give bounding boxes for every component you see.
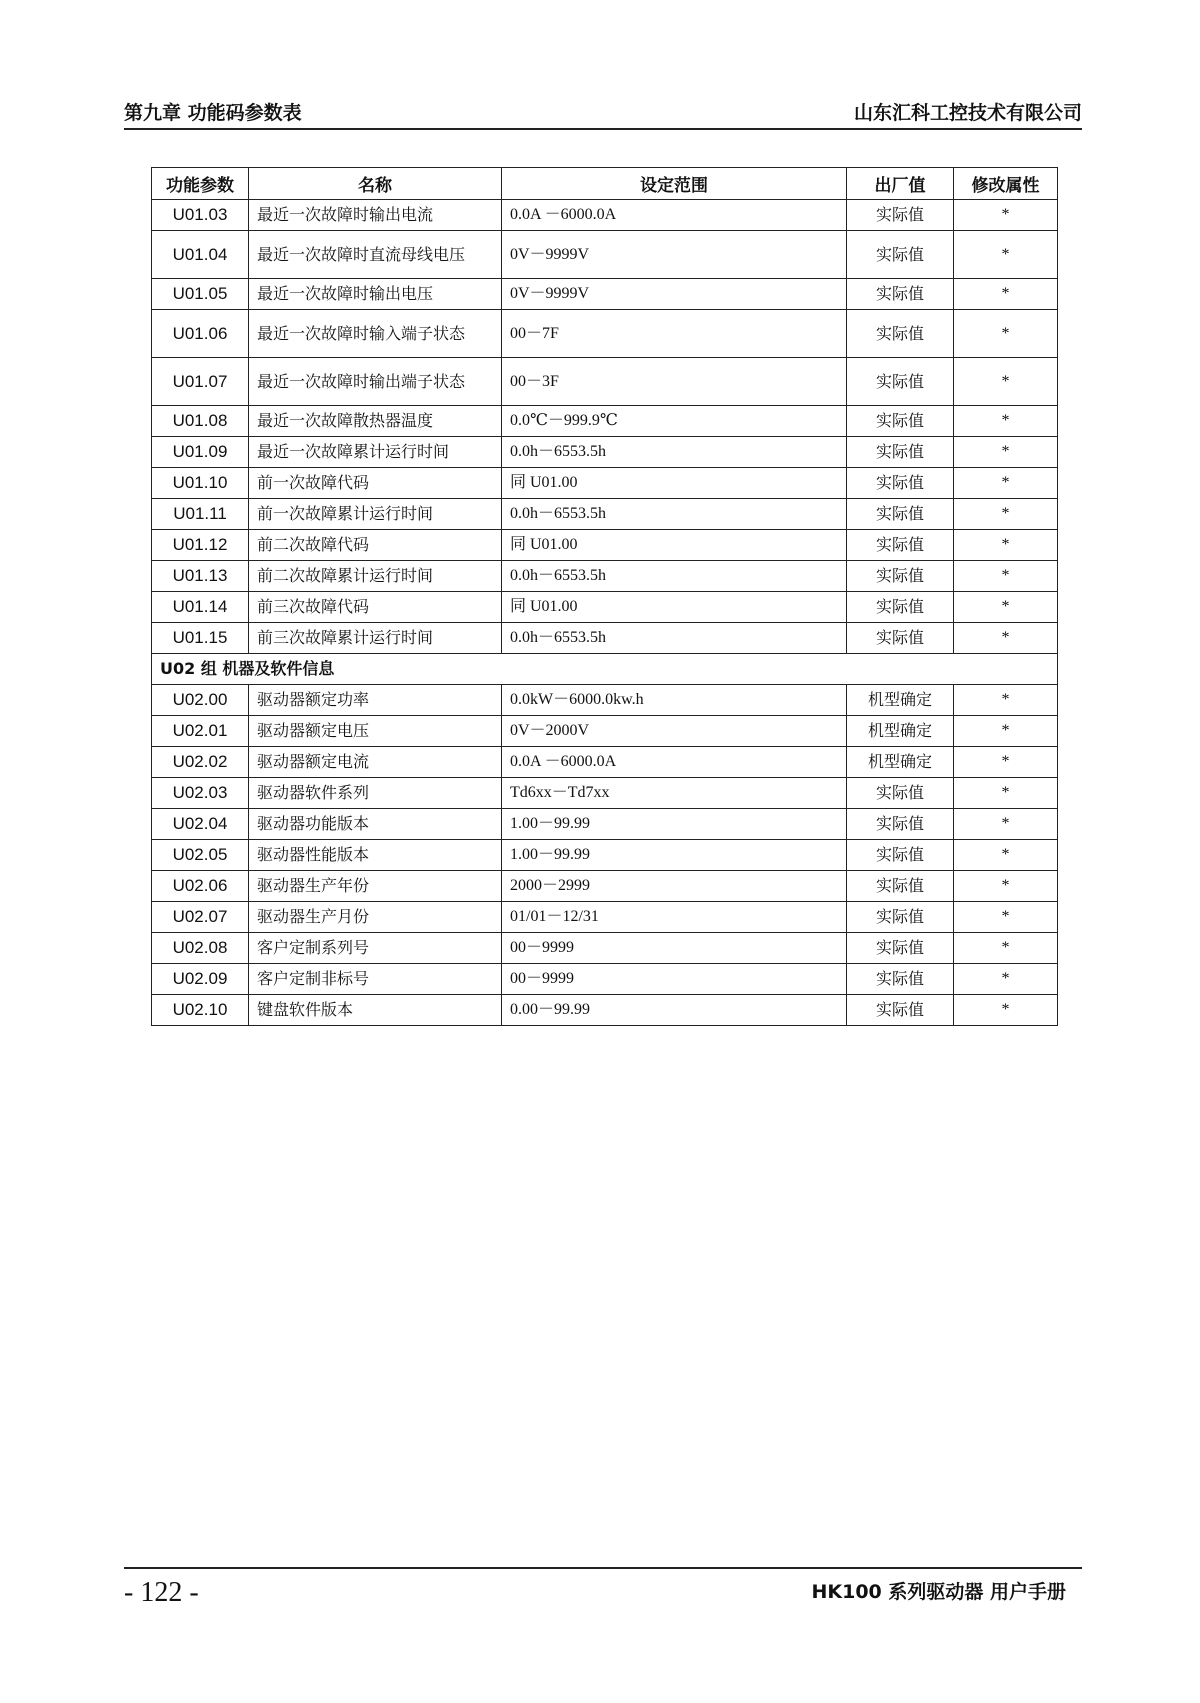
table-row <box>152 499 1058 530</box>
param-attr: * <box>954 840 1058 871</box>
param-default: 实际值 <box>847 231 954 279</box>
param-default: 实际值 <box>847 499 954 530</box>
param-range: 0.0h－6553.5h <box>502 499 847 530</box>
table-row <box>152 685 1058 716</box>
param-range: 0V－9999V <box>502 231 847 279</box>
table-header-row <box>152 168 1058 200</box>
table-row <box>152 840 1058 871</box>
param-name: 前三次故障累计运行时间 <box>249 623 502 654</box>
table-row <box>152 231 1058 279</box>
param-default: 实际值 <box>847 200 954 231</box>
param-attr: * <box>954 437 1058 468</box>
param-attr: * <box>954 358 1058 406</box>
param-attr: * <box>954 592 1058 623</box>
param-range: 01/01－12/31 <box>502 902 847 933</box>
param-name: 驱动器生产年份 <box>249 871 502 902</box>
param-default: 实际值 <box>847 310 954 358</box>
table-row <box>152 437 1058 468</box>
param-name: 键盘软件版本 <box>249 995 502 1026</box>
param-range: 00－9999 <box>502 964 847 995</box>
param-range: 0V－9999V <box>502 279 847 310</box>
param-default: 实际值 <box>847 840 954 871</box>
param-name: 最近一次故障累计运行时间 <box>249 437 502 468</box>
param-code: U02.03 <box>152 778 249 809</box>
param-name: 前三次故障代码 <box>249 592 502 623</box>
param-default: 实际值 <box>847 623 954 654</box>
table-row <box>152 406 1058 437</box>
param-code: U02.09 <box>152 964 249 995</box>
param-attr: * <box>954 200 1058 231</box>
table-row <box>152 716 1058 747</box>
param-name: 最近一次故障时输出电流 <box>249 200 502 231</box>
param-range: 00－9999 <box>502 933 847 964</box>
param-code: U01.04 <box>152 231 249 279</box>
param-range: 0V－2000V <box>502 716 847 747</box>
param-name: 最近一次故障时输出端子状态 <box>249 358 502 406</box>
table-row <box>152 747 1058 778</box>
param-attr: * <box>954 406 1058 437</box>
param-code: U01.11 <box>152 499 249 530</box>
param-attr: * <box>954 685 1058 716</box>
param-default: 实际值 <box>847 561 954 592</box>
param-name: 最近一次故障时输入端子状态 <box>249 310 502 358</box>
param-name: 前二次故障累计运行时间 <box>249 561 502 592</box>
table-row <box>152 933 1058 964</box>
param-attr: * <box>954 468 1058 499</box>
parameter-table <box>151 167 1058 1026</box>
param-name: 驱动器额定电压 <box>249 716 502 747</box>
param-attr: * <box>954 279 1058 310</box>
table-row <box>152 871 1058 902</box>
param-default: 实际值 <box>847 406 954 437</box>
param-code: U02.10 <box>152 995 249 1026</box>
param-attr: * <box>954 231 1058 279</box>
param-name: 前一次故障累计运行时间 <box>249 499 502 530</box>
table-row <box>152 279 1058 310</box>
param-name: 前一次故障代码 <box>249 468 502 499</box>
param-range: 00－3F <box>502 358 847 406</box>
col-header-code: 功能参数 <box>152 168 249 200</box>
param-default: 实际值 <box>847 358 954 406</box>
param-range: 0.0A －6000.0A <box>502 200 847 231</box>
param-range: 同 U01.00 <box>502 592 847 623</box>
table-row <box>152 964 1058 995</box>
param-default: 实际值 <box>847 778 954 809</box>
param-range: 0.0kW－6000.0kw.h <box>502 685 847 716</box>
param-range: 1.00－99.99 <box>502 809 847 840</box>
param-code: U01.13 <box>152 561 249 592</box>
param-attr: * <box>954 995 1058 1026</box>
param-range: 同 U01.00 <box>502 530 847 561</box>
param-default: 实际值 <box>847 933 954 964</box>
param-code: U01.09 <box>152 437 249 468</box>
param-default: 实际值 <box>847 902 954 933</box>
param-name: 驱动器性能版本 <box>249 840 502 871</box>
col-header-range: 设定范围 <box>502 168 847 200</box>
param-code: U01.05 <box>152 279 249 310</box>
group-header-row <box>152 654 1058 685</box>
param-attr: * <box>954 499 1058 530</box>
col-header-attr: 修改属性 <box>954 168 1058 200</box>
param-code: U01.15 <box>152 623 249 654</box>
param-code: U02.05 <box>152 840 249 871</box>
param-attr: * <box>954 716 1058 747</box>
param-range: 00－7F <box>502 310 847 358</box>
group-title-u02: U02 组 机器及软件信息 <box>152 654 1058 685</box>
param-code: U01.10 <box>152 468 249 499</box>
param-default: 机型确定 <box>847 685 954 716</box>
param-code: U02.07 <box>152 902 249 933</box>
col-header-name: 名称 <box>249 168 502 200</box>
param-code: U01.14 <box>152 592 249 623</box>
param-attr: * <box>954 623 1058 654</box>
param-range: 1.00－99.99 <box>502 840 847 871</box>
param-code: U02.01 <box>152 716 249 747</box>
param-default: 实际值 <box>847 592 954 623</box>
col-header-default: 出厂值 <box>847 168 954 200</box>
param-attr: * <box>954 871 1058 902</box>
param-name: 最近一次故障时直流母线电压 <box>249 231 502 279</box>
company-name: 山东汇科工控技术有限公司 <box>853 102 1082 124</box>
manual-title: HK100 系列驱动器 用户手册 <box>811 1581 1066 1603</box>
param-range: Td6xx－Td7xx <box>502 778 847 809</box>
param-attr: * <box>954 778 1058 809</box>
param-default: 实际值 <box>847 964 954 995</box>
param-code: U02.04 <box>152 809 249 840</box>
param-default: 实际值 <box>847 468 954 499</box>
page-number: - 122 - <box>124 1577 199 1608</box>
param-name: 驱动器功能版本 <box>249 809 502 840</box>
param-name: 客户定制系列号 <box>249 933 502 964</box>
param-name: 最近一次故障时输出电压 <box>249 279 502 310</box>
param-default: 实际值 <box>847 437 954 468</box>
table-row <box>152 778 1058 809</box>
param-code: U01.12 <box>152 530 249 561</box>
param-name: 驱动器软件系列 <box>249 778 502 809</box>
param-default: 实际值 <box>847 995 954 1026</box>
param-name: 客户定制非标号 <box>249 964 502 995</box>
param-range: 0.0h－6553.5h <box>502 437 847 468</box>
param-default: 实际值 <box>847 279 954 310</box>
param-name: 最近一次故障散热器温度 <box>249 406 502 437</box>
param-attr: * <box>954 530 1058 561</box>
param-range: 0.00－99.99 <box>502 995 847 1026</box>
param-default: 实际值 <box>847 530 954 561</box>
param-code: U02.06 <box>152 871 249 902</box>
param-code: U01.03 <box>152 200 249 231</box>
page-header <box>124 96 1082 130</box>
table-row <box>152 358 1058 406</box>
table-row <box>152 623 1058 654</box>
param-range: 0.0A －6000.0A <box>502 747 847 778</box>
table-row <box>152 995 1058 1026</box>
param-range: 0.0h－6553.5h <box>502 623 847 654</box>
param-range: 0.0h－6553.5h <box>502 561 847 592</box>
param-attr: * <box>954 964 1058 995</box>
param-name: 前二次故障代码 <box>249 530 502 561</box>
param-default: 机型确定 <box>847 747 954 778</box>
param-code: U02.02 <box>152 747 249 778</box>
table-row <box>152 902 1058 933</box>
table-row <box>152 592 1058 623</box>
param-name: 驱动器额定功率 <box>249 685 502 716</box>
param-name: 驱动器生产月份 <box>249 902 502 933</box>
page-footer <box>124 1567 1082 1629</box>
table-row <box>152 200 1058 231</box>
param-code: U02.08 <box>152 933 249 964</box>
param-default: 机型确定 <box>847 716 954 747</box>
param-attr: * <box>954 809 1058 840</box>
param-attr: * <box>954 902 1058 933</box>
param-range: 同 U01.00 <box>502 468 847 499</box>
table-row <box>152 530 1058 561</box>
table-row <box>152 468 1058 499</box>
table-row <box>152 809 1058 840</box>
param-name: 驱动器额定电流 <box>249 747 502 778</box>
param-default: 实际值 <box>847 809 954 840</box>
param-default: 实际值 <box>847 871 954 902</box>
param-attr: * <box>954 561 1058 592</box>
table-row <box>152 310 1058 358</box>
chapter-title: 第九章 功能码参数表 <box>124 102 302 124</box>
param-attr: * <box>954 933 1058 964</box>
table-row <box>152 561 1058 592</box>
param-code: U01.07 <box>152 358 249 406</box>
param-range: 2000－2999 <box>502 871 847 902</box>
param-attr: * <box>954 310 1058 358</box>
param-code: U01.06 <box>152 310 249 358</box>
param-code: U01.08 <box>152 406 249 437</box>
param-code: U02.00 <box>152 685 249 716</box>
param-range: 0.0℃－999.9℃ <box>502 406 847 437</box>
param-attr: * <box>954 747 1058 778</box>
